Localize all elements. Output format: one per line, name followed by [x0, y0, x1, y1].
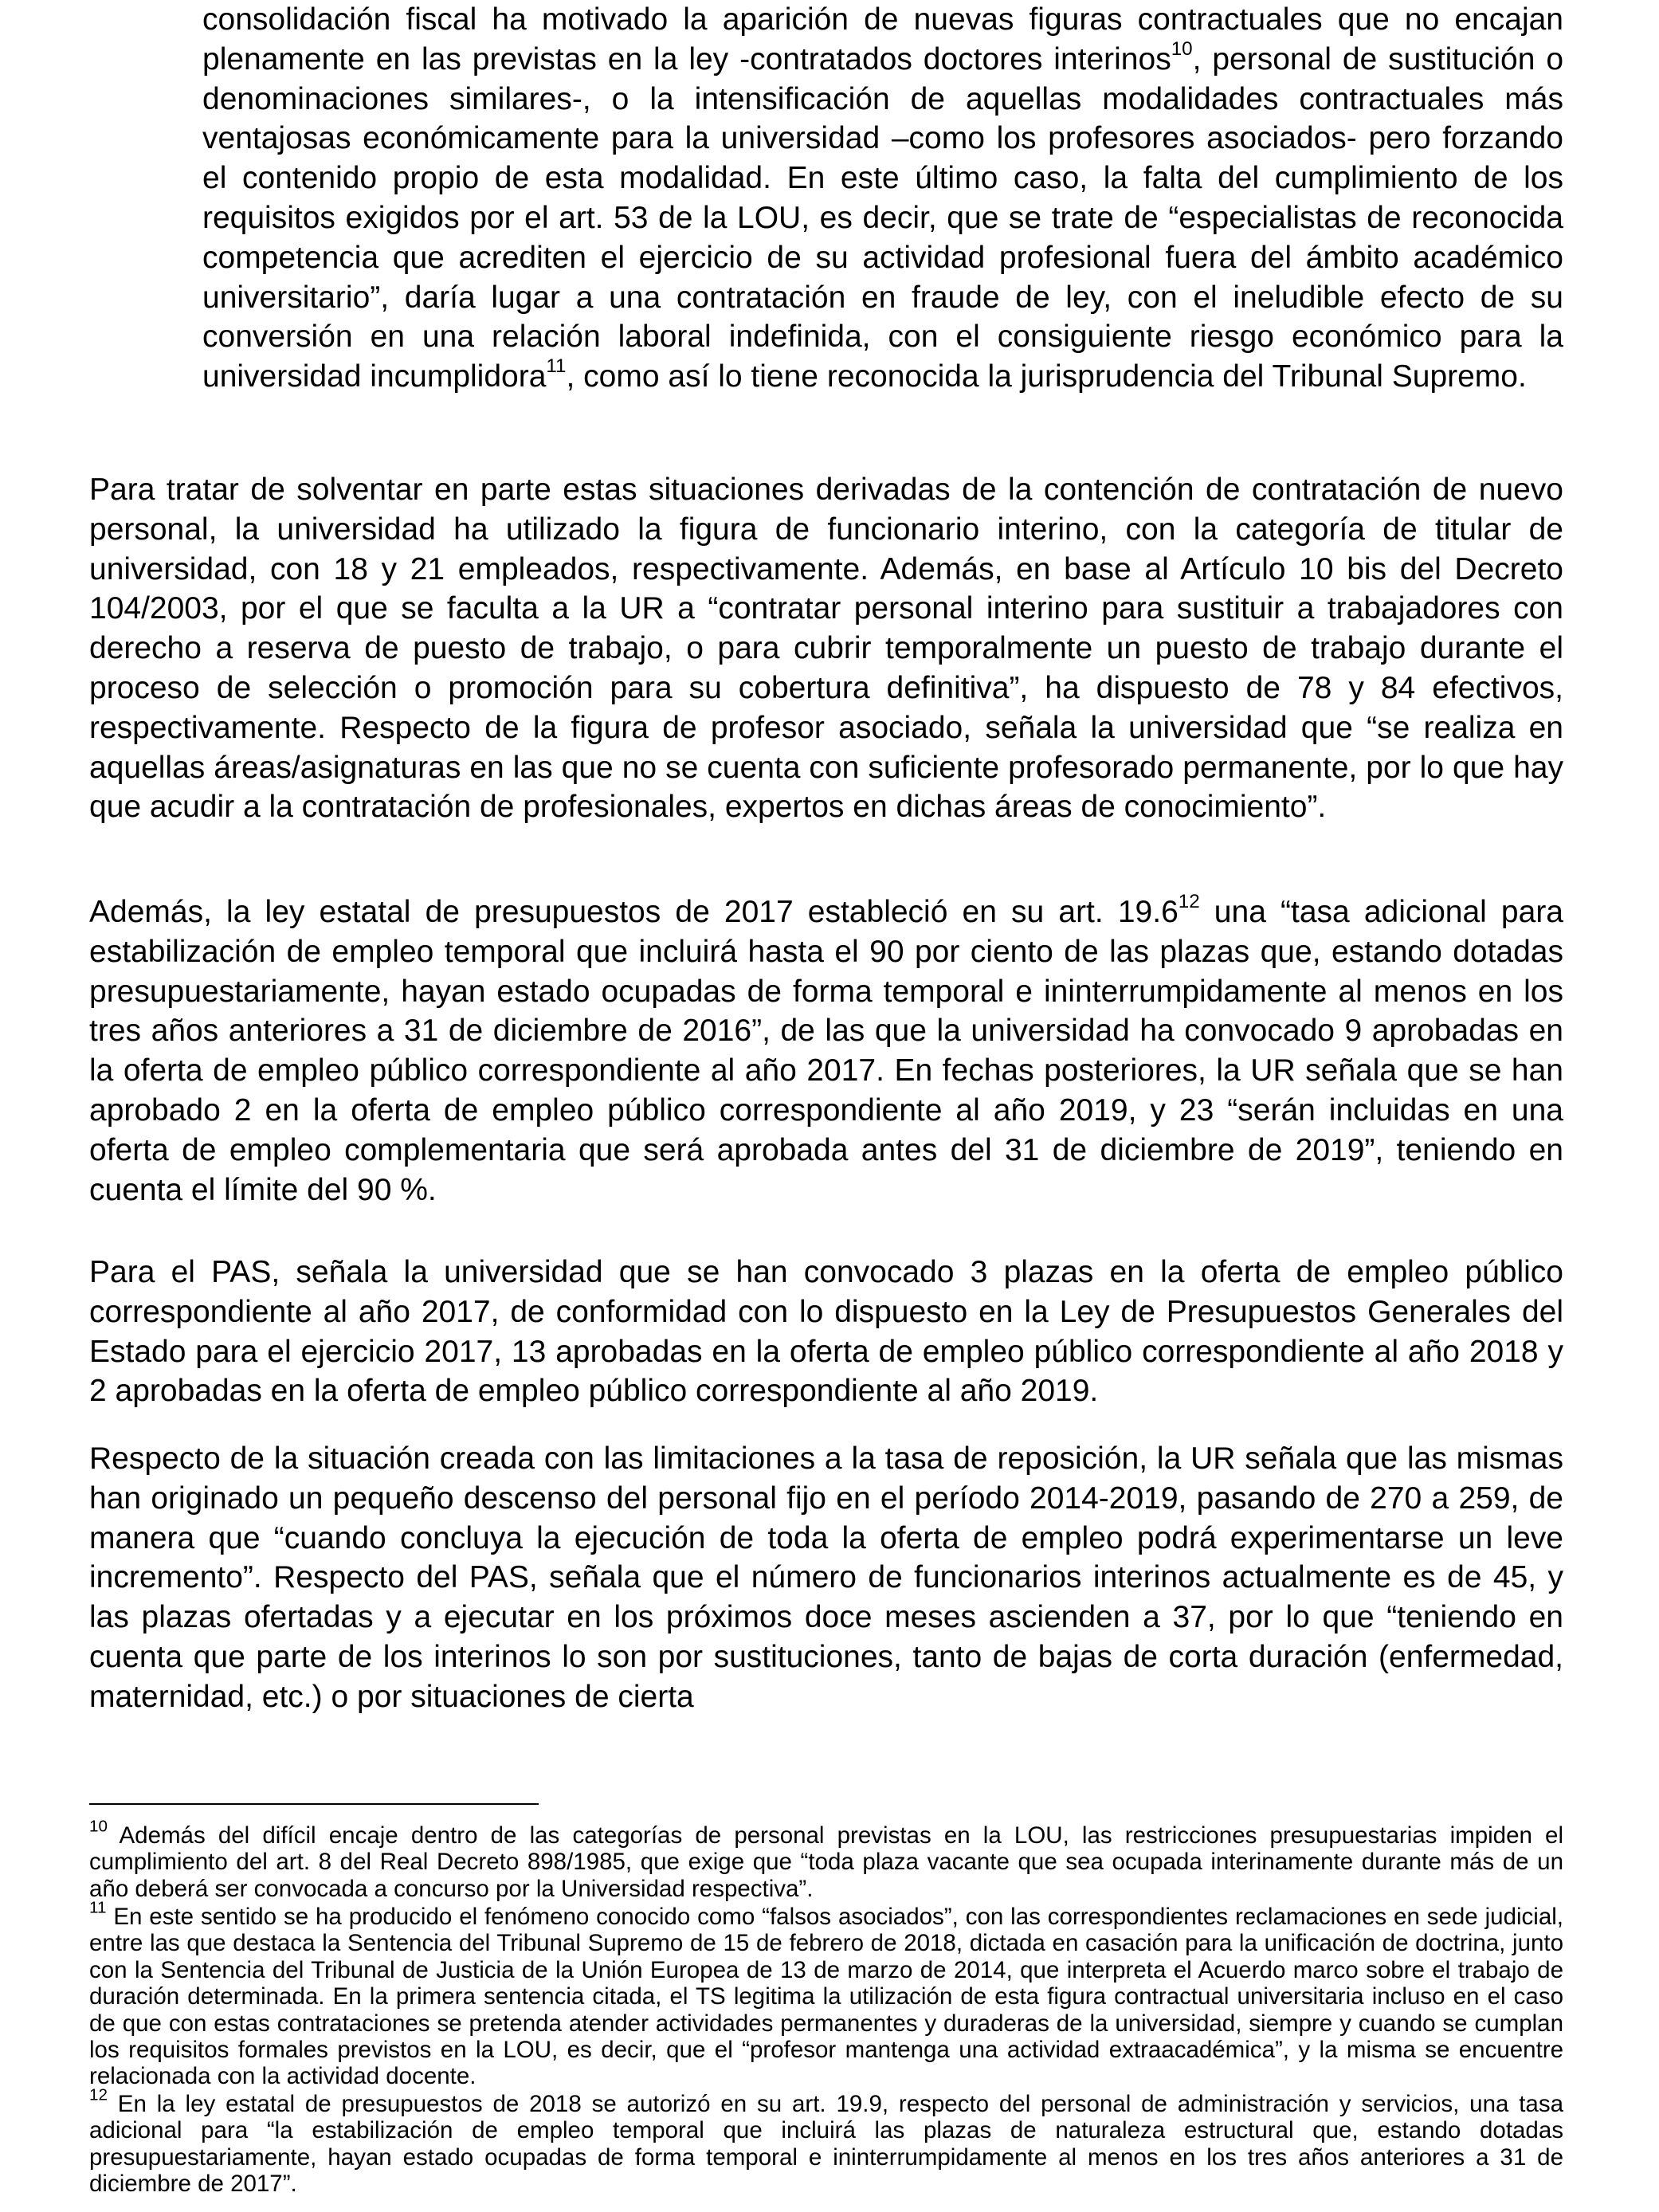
- footnote-ref[interactable]: 12: [1178, 890, 1200, 912]
- footnote-ref[interactable]: 10: [1171, 37, 1193, 60]
- paragraph-text: consolidación fiscal ha motivado la aparición de nuevas figuras contractuales que no encajan plenamente en las previstas en la ley -contratados doctores interinos: [202, 2, 1563, 76]
- footnote-separator: [89, 1803, 539, 1805]
- paragraph-text: una “tasa adicional para estabilización de empleo temporal que incluirá hasta el 90 por ciento de las plazas que, estando dotadas presupuestariamente, hayan estado ocupadas de forma temporal e ininterrumpidamente al menos en los tres años anteriores a 31 de diciembre de 2016”, de las que la universidad ha convocado 9 aprobadas en la oferta de empleo público correspondiente al año 2017. En fechas posteriores, la UR señala que se han aprobado 2 en la oferta de empleo público correspondiente al año 2019, y 23 “serán incluidas en una oferta de empleo complementaria que será aprobada antes del 31 de diciembre de 2019”, teniendo en cuenta el límite del 90 %.: [89, 895, 1563, 1207]
- footnote-ref[interactable]: 11: [546, 355, 567, 378]
- paragraph-indented-continuation: [202, 0, 1563, 397]
- paragraph-ley-presupuestos-2017: [89, 892, 1563, 1210]
- footnote-text: En este sentido se ha producido el fenómeno conocido como “falsos asociados”, con las correspondientes reclamaciones en sede judicial, entre las que destaca la Sentencia del Tribunal Supremo de 15 de febrero de 2018, dictada en casación para la unificación de doctrina, junto con la Sentencia del Tribunal de Justicia de la Unión Europea de 13 de marzo de 2014, que interpreta el Acuerdo marco sobre el trabajo de duración determinada. En la primera sentencia citada, el TS legitima la utilización de esta figura contractual universitaria incluso en el caso de que con estas contrataciones se pretenda atender actividades permanentes y duraderas de la universidad, siempre y cuando se cumplan los requisitos formales previstos en la LOU, es decir, que el “profesor mantenga una actividad extraacadémica”, y la misma se encuentre relacionada con la actividad docente.: [89, 1904, 1563, 2090]
- footnote-11: [89, 1898, 1563, 2090]
- footnote-text: Además del difícil encaje dentro de las categorías de personal previstas en la LOU, las restricciones presupuestarias impiden el cumplimiento del art. 8 del Real Decreto 898/1985, que exige que “toda plaza vacante que sea ocupada interinamente durante más de un año deberá ser convocada a concurso por la Universidad respectiva”.: [89, 1822, 1563, 1902]
- footnote-text: En la ley estatal de presupuestos de 2018 se autorizó en su art. 19.9, respecto del personal de administración y servicios, una tasa adicional para “la estabilización de empleo temporal que incluirá las plazas de naturaleza estructural que, estando dotadas presupuestariamente, hayan estado ocupadas de forma temporal e ininterrumpidamente al menos en los tres años anteriores a 31 de diciembre de 2017”.: [89, 2091, 1563, 2198]
- paragraph-text: , como así lo tiene reconocida la jurisprudencia del Tribunal Supremo.: [566, 359, 1527, 394]
- paragraph-text: , personal de sustitución o denominaciones similares-, o la intensificación de aquellas modalidades contractuales más ventajosas económicamente para la universidad –como los profesores asociados- pero forzando el contenido propio de esta modalidad. En este último caso, la falta del cumplimiento de los requisitos exigidos por el art. 53 de la LOU, es decir, que se trate de “especialistas de reconocida competencia que acrediten el ejercicio de su actividad profesional fuera del ámbito académico universitario”, daría lugar a una contratación en fraude de ley, con el ineludible efecto de su conversión en una relación laboral indefinida, con el consiguiente riesgo económico para la universidad incumplidora: [202, 41, 1564, 394]
- footnote-number: 10: [89, 1817, 108, 1836]
- footnote-10: [89, 1817, 1563, 1902]
- footnote-number: 11: [89, 1898, 107, 1917]
- paragraph-funcionario-interino: Para tratar de solventar en parte estas situaciones derivadas de la contención de contratación de nuevo personal, la universidad ha utilizado la figura de funcionario interino, con la categoría de titular de universidad, con 18 y 21 empleados, respectivamente. Además, en base al Artículo 10 bis del Decreto 104/2003, por el que se faculta a la UR a “contratar personal interino para sustituir a trabajadores con derecho a reserva de puesto de trabajo, o para cubrir temporalmente un puesto de trabajo durante el proceso de selección o promoción para su cobertura definitiva”, ha dispuesto de 78 y 84 efectivos, respectivamente. Respecto de la figura de profesor asociado, señala la universidad que “se realiza en aquellas áreas/asignaturas en las que no se cuenta con suficiente profesorado permanente, por lo que hay que acudir a la contratación de profesionales, expertos en dichas áreas de conocimiento”.: [89, 473, 1563, 825]
- footnote-12: [89, 2085, 1563, 2198]
- paragraph-text: Además, la ley estatal de presupuestos de 2017 estableció en su art. 19.6: [89, 895, 1179, 929]
- footnote-number: 12: [89, 2085, 108, 2104]
- paragraph-pas-plazas: Para el PAS, señala la universidad que se han convocado 3 plazas en la oferta de empleo público correspondiente al año 2017, de conformidad con lo dispuesto en la Ley de Presupuestos Generales del Estado para el ejercicio 2017, 13 aprobadas en la oferta de empleo público correspondiente al año 2018 y 2 aprobadas en la oferta de empleo público correspondiente al año 2019.: [89, 1255, 1563, 1409]
- paragraph-tasa-reposicion: Respecto de la situación creada con las limitaciones a la tasa de reposición, la UR señala que las mismas han originado un pequeño descenso del personal fijo en el período 2014-2019, pasando de 270 a 259, de manera que “cuando concluya la ejecución de toda la oferta de empleo podrá experimentarse un leve incremento”. Respecto del PAS, señala que el número de funcionarios interinos actualmente es de 45, y las plazas ofertadas y a ejecutar en los próximos doce meses ascienden a 37, por lo que “teniendo en cuenta que parte de los interinos lo son por sustituciones, tanto de bajas de corta duración (enfermedad, maternidad, etc.) o por situaciones de cierta: [89, 1441, 1563, 1714]
